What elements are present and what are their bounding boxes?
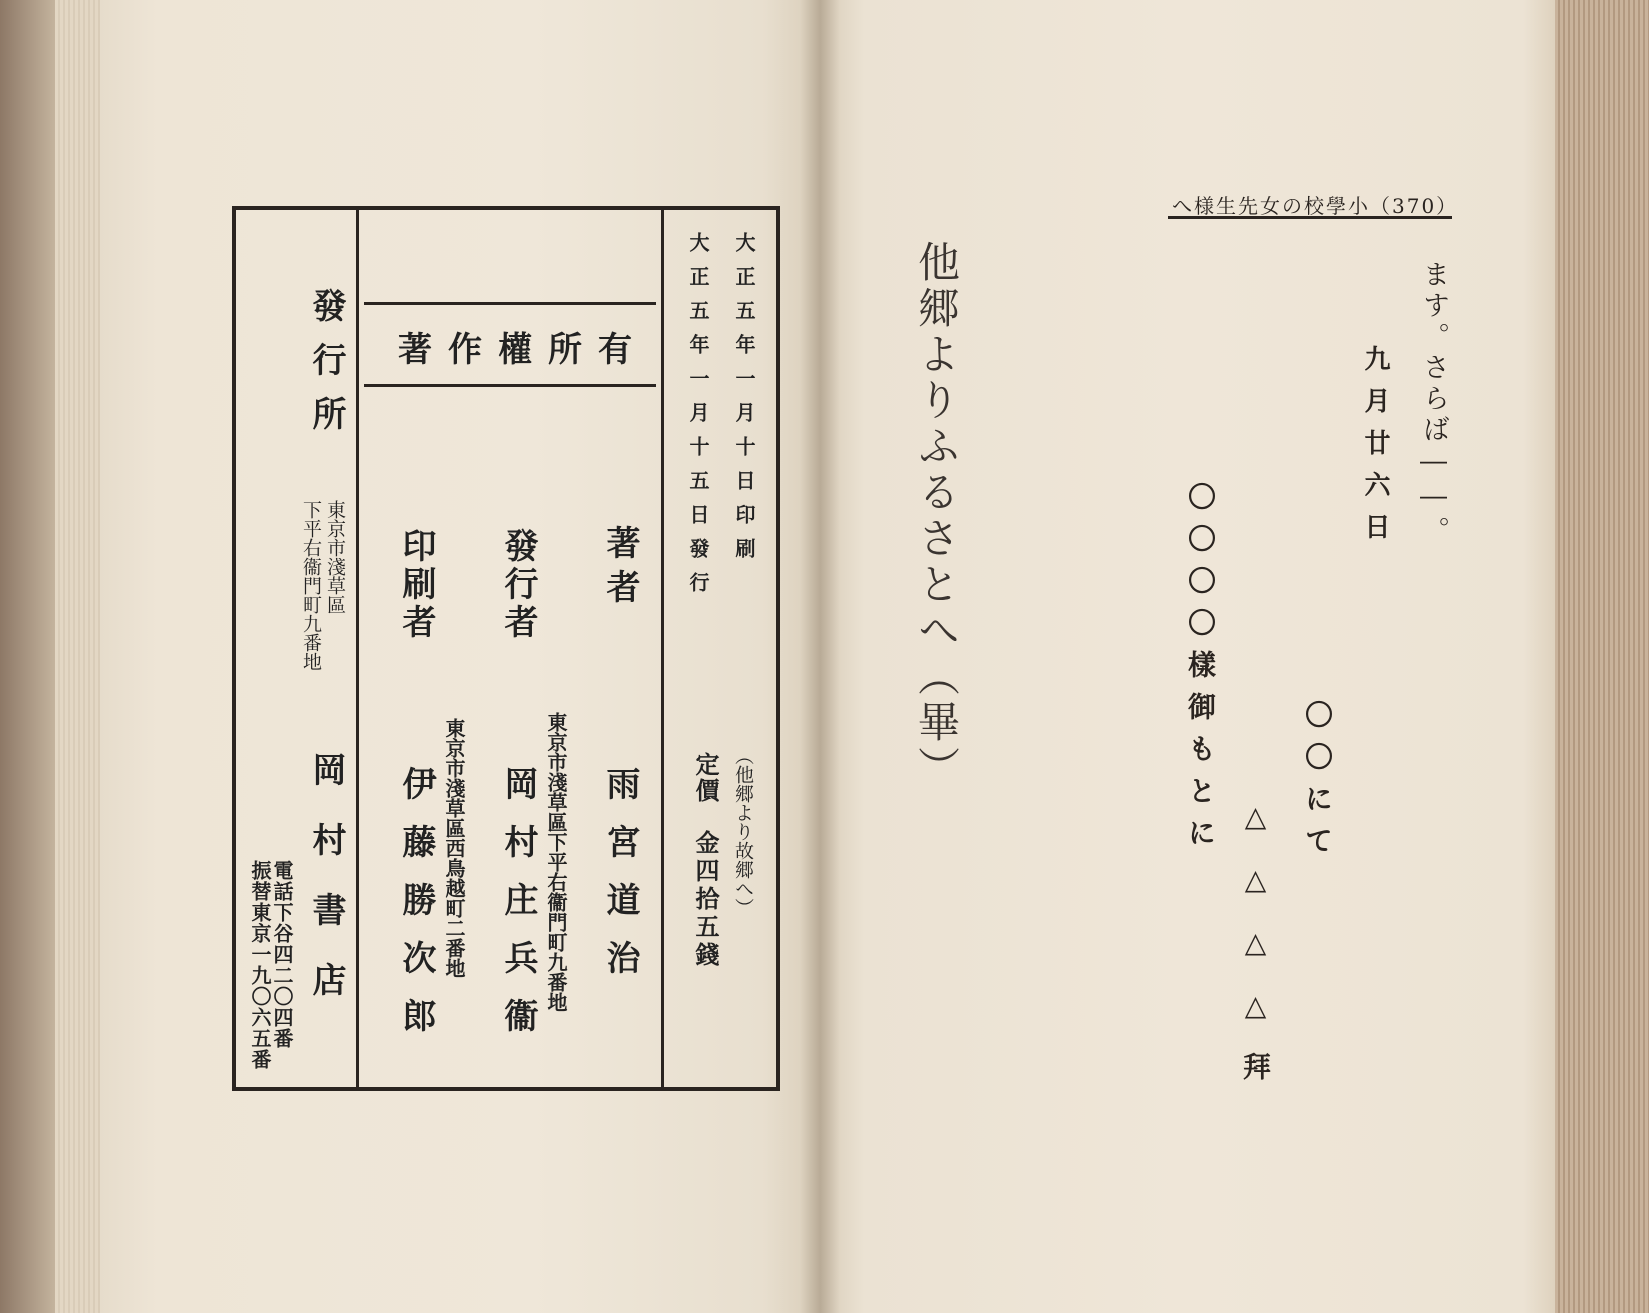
price-label: 定價 bbox=[691, 752, 720, 804]
recipient: 〇〇〇〇樣御もとに bbox=[1184, 482, 1217, 860]
letter-closing-line: ます。さらば――。 bbox=[1418, 260, 1449, 547]
author-name: 雨宮道治 bbox=[600, 766, 640, 998]
publishing-house-label: 發行所 bbox=[306, 288, 346, 450]
printer-address: 東京市淺草區西鳥越町二番地 bbox=[442, 718, 466, 978]
colophon-divider-left bbox=[356, 210, 359, 1087]
publishing-house-address-2: 下平右衞門町九番地 bbox=[300, 500, 322, 671]
book-cover-edge bbox=[0, 0, 60, 1313]
publisher-label: 發行者 bbox=[498, 528, 538, 642]
publisher-phone: 電話下谷四二〇四番 bbox=[270, 860, 294, 1049]
publisher-transfer-account: 振替東京一九〇六五番 bbox=[248, 860, 272, 1070]
copyright-rule-bottom bbox=[364, 384, 656, 387]
printer-name: 伊藤勝次郎 bbox=[396, 766, 436, 1056]
publishing-house-address-1: 東京市淺草區 bbox=[324, 500, 346, 614]
author-label: 著者 bbox=[600, 525, 640, 613]
printed-date: 大正五年一月十日印刷 bbox=[732, 232, 756, 572]
publisher-address: 東京市淺草區下平右衞門町九番地 bbox=[544, 712, 568, 1012]
sender-name: △△△△拜 bbox=[1239, 800, 1272, 1110]
book-subtitle: （他郷より故郷へ） bbox=[732, 746, 754, 917]
price-value: 金四拾五錢 bbox=[691, 830, 720, 970]
copyright-rule-top bbox=[364, 302, 656, 305]
right-page-edges bbox=[1555, 0, 1649, 1313]
book-gutter bbox=[800, 0, 840, 1313]
copyright-notice: 著作權所有 bbox=[398, 330, 648, 370]
sender-place: 〇〇にて bbox=[1301, 700, 1334, 868]
publisher-name: 岡村庄兵衞 bbox=[498, 766, 538, 1056]
issued-date: 大正五年一月十五日發行 bbox=[686, 232, 710, 606]
printer-label: 印刷者 bbox=[396, 528, 436, 642]
running-head: へ様生先女の校學小（370） bbox=[1172, 194, 1459, 218]
publishing-house-name: 岡村書店 bbox=[306, 752, 346, 1032]
colophon-divider-right bbox=[661, 210, 664, 1087]
letter-date: 九月廿六日 bbox=[1360, 345, 1390, 555]
closing-title: 他郷よりふるさとへ（畢） bbox=[912, 240, 961, 792]
